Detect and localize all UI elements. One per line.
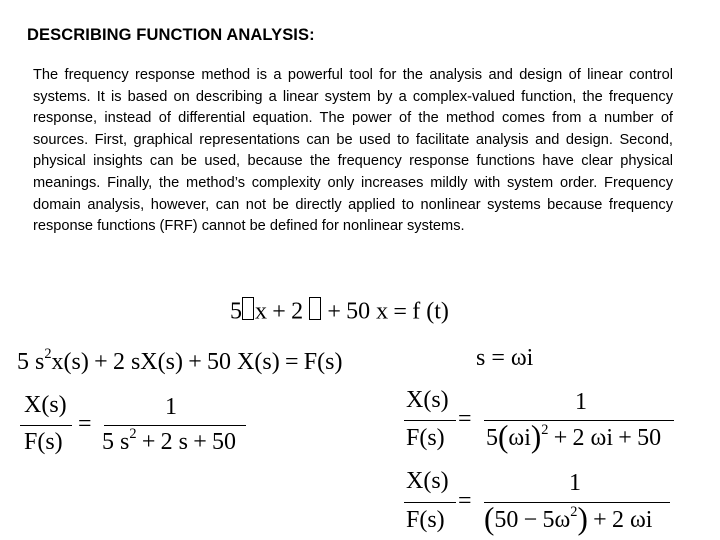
page-title: DESCRIBING FUNCTION ANALYSIS: [27, 26, 315, 44]
body-paragraph: The frequency response method is a powerful tool for the analysis and design of linear control systems. It is based on describing a linear system by a complex-valued function, the frequency response, instead of differential equation. The power of the method comes from a number of sources. First, graphical representations can be used to facilitate analysis and design. Second, physical insights can be used, because the frequency response functions have clear physical meanings. Finally, the method’s complexity only increases mildly with system order. Frequency domain analysis, however, can not be directly applied to nonlinear systems because frequency response functions (FRF) cannot be defined for nonlinear systems. [33, 67, 673, 235]
term-x: x [376, 298, 389, 325]
fraction-bar [404, 502, 456, 503]
differential-equation: 5 x + 2 + 50 x = f (t) [230, 298, 449, 325]
rhs-numerator: 1 [575, 389, 587, 415]
fraction-bar [484, 420, 674, 421]
term-fs: F(s) [303, 349, 343, 375]
rhs-denominator: 5 $s^2 + 2$ s + 50 [102, 426, 237, 455]
denominator-fs: F(s) [406, 507, 445, 533]
term-50xs: 50 X(s) [207, 349, 280, 375]
coef-5: 5 [230, 298, 242, 325]
rhs-denominator: $(50 - 5\omega^2) + 2$ ωi [484, 500, 653, 536]
missing-glyph-box [242, 297, 254, 320]
missing-glyph-box [309, 297, 321, 320]
numerator-xs: X(s) [406, 387, 449, 413]
numerator-xs: X(s) [406, 468, 449, 494]
exponent: 2 [44, 346, 52, 363]
denominator-fs: F(s) [406, 425, 445, 451]
rhs-numerator: 1 [165, 394, 177, 420]
coef-50: 50 [346, 298, 371, 325]
fraction-bar [404, 420, 456, 421]
frequency-response-1: X(s) F(s) = 1 $5(\omega i)^2 + 2$ ωi + 50 [404, 387, 694, 459]
term-2sxs: 2 sX(s) [112, 349, 183, 375]
rhs-ft: f (t) [412, 298, 449, 325]
laplace-equation: 5 $s^2x(s) + 2$ sX(s) + 50 X(s) = F(s) [17, 346, 343, 375]
term-xs: x(s) [51, 349, 89, 375]
fraction-bar [20, 425, 72, 426]
term-5s: 5 s [17, 349, 45, 375]
term-x-ddot: x [255, 298, 267, 325]
frequency-response-2: X(s) F(s) = 1 $(50 - 5\omega^2) + 2$ ωi [404, 468, 694, 538]
rhs-denominator: $5(\omega i)^2 + 2$ ωi + 50 [486, 418, 662, 454]
fraction-bar [104, 425, 246, 426]
substitution-equation: s = ωi [476, 345, 534, 371]
transfer-function: X(s) F(s) = 1 5 $s^2 + 2$ s + 50 [20, 392, 250, 462]
coef-2: 2 [291, 298, 304, 325]
rhs-numerator: 1 [569, 470, 581, 496]
denominator-fs: F(s) [24, 429, 63, 455]
numerator-xs: X(s) [24, 392, 67, 418]
